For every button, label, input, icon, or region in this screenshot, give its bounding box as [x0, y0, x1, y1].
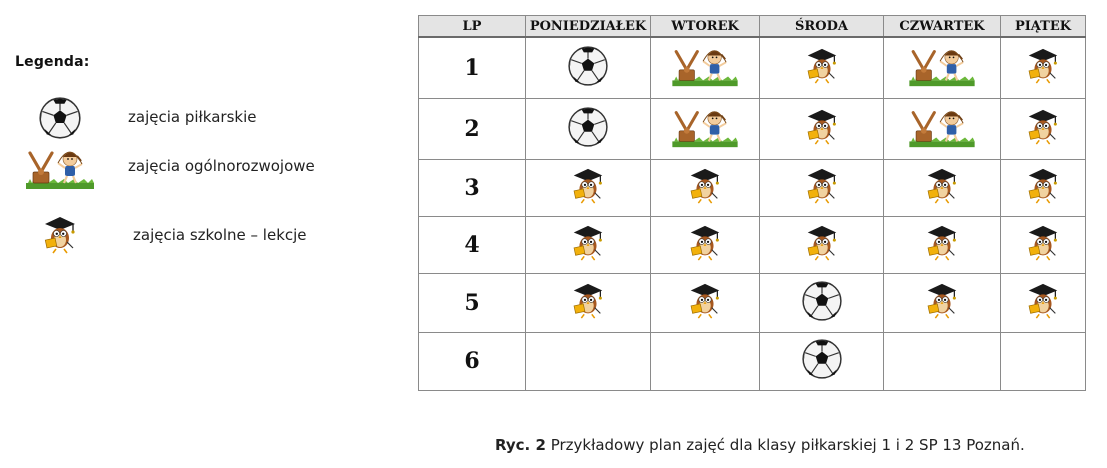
- graduate-owl-icon: [1024, 224, 1062, 262]
- table-cell: [1001, 159, 1086, 216]
- sport-kids-icon: [669, 42, 741, 90]
- table-row: [419, 37, 1086, 98]
- table-cell: [884, 37, 1001, 98]
- table-cell: [1001, 98, 1086, 159]
- sport-kids-icon: [906, 42, 978, 90]
- table-row: [419, 273, 1086, 332]
- table-cell: [884, 273, 1001, 332]
- table-cell: [884, 216, 1001, 273]
- table-cell: [526, 332, 651, 390]
- graduate-owl-icon: [923, 224, 961, 262]
- legend-title: Legenda:: [15, 54, 90, 70]
- graduate-owl-icon: [686, 167, 724, 205]
- table-cell: [884, 159, 1001, 216]
- table-cell: [760, 332, 884, 390]
- table-cell: [651, 273, 760, 332]
- legend-label: zajęcia szkolne – lekcje: [133, 226, 307, 244]
- soccer-ball-icon: [24, 93, 96, 143]
- caption-prefix: Ryc. 2: [495, 436, 546, 454]
- column-header-lp: LP: [419, 16, 526, 38]
- table-cell: [526, 37, 651, 98]
- table-cell: [760, 98, 884, 159]
- table-cell: [884, 332, 1001, 390]
- table-cell: [651, 98, 760, 159]
- soccer-ball-icon: [567, 45, 609, 87]
- column-header-friday: PIĄTEK: [1001, 16, 1086, 38]
- graduate-owl-icon: [1024, 108, 1062, 146]
- table-cell: [651, 216, 760, 273]
- column-header-monday: PONIEDZIAŁEK: [526, 16, 651, 38]
- table-row: [419, 159, 1086, 216]
- legend-label: zajęcia piłkarskie: [128, 108, 257, 126]
- row-number: 1: [419, 37, 526, 98]
- table-cell: [760, 216, 884, 273]
- legend-item-school: [24, 210, 384, 260]
- table-row: [419, 98, 1086, 159]
- sport-kids-icon: [906, 103, 978, 151]
- column-header-thursday: CZWARTEK: [884, 16, 1001, 38]
- figure-caption: [495, 436, 1025, 454]
- graduate-owl-icon: [803, 108, 841, 146]
- table-cell: [651, 332, 760, 390]
- table-cell: [526, 273, 651, 332]
- table-cell: [760, 37, 884, 98]
- table-cell: [651, 37, 760, 98]
- graduate-owl-icon: [803, 224, 841, 262]
- table-cell: [1001, 273, 1086, 332]
- legend: [0, 0, 400, 300]
- sport-kids-icon: [669, 103, 741, 151]
- row-number: 4: [419, 216, 526, 273]
- graduate-owl-icon: [569, 224, 607, 262]
- row-number: 5: [419, 273, 526, 332]
- row-number: 2: [419, 98, 526, 159]
- column-header-tuesday: WTOREK: [651, 16, 760, 38]
- table-cell: [1001, 37, 1086, 98]
- table-cell: [884, 98, 1001, 159]
- graduate-owl-icon: [686, 224, 724, 262]
- column-header-wednesday: ŚRODA: [760, 16, 884, 38]
- table-cell: [760, 159, 884, 216]
- legend-label: zajęcia ogólnorozwojowe: [128, 157, 315, 175]
- legend-item-sport: [24, 143, 384, 193]
- graduate-owl-icon: [686, 282, 724, 320]
- graduate-owl-icon: [24, 210, 96, 260]
- graduate-owl-icon: [1024, 282, 1062, 320]
- sport-kids-icon: [24, 143, 96, 193]
- graduate-owl-icon: [803, 167, 841, 205]
- table-cell: [526, 159, 651, 216]
- legend-item-soccer: [24, 93, 384, 143]
- table-cell: [1001, 216, 1086, 273]
- schedule-body: [419, 37, 1086, 390]
- caption-text: Przykładowy plan zajęć dla klasy piłkarskiej 1 i 2 SP 13 Poznań.: [550, 436, 1025, 454]
- table-cell: [1001, 332, 1086, 390]
- graduate-owl-icon: [1024, 47, 1062, 85]
- table-row: [419, 216, 1086, 273]
- table-cell: [760, 273, 884, 332]
- graduate-owl-icon: [569, 167, 607, 205]
- table-row: [419, 332, 1086, 390]
- soccer-ball-icon: [801, 280, 843, 322]
- soccer-ball-icon: [801, 338, 843, 380]
- table-cell: [526, 98, 651, 159]
- row-number: 3: [419, 159, 526, 216]
- header-row: [419, 16, 1086, 38]
- graduate-owl-icon: [923, 167, 961, 205]
- table-cell: [651, 159, 760, 216]
- soccer-ball-icon: [567, 106, 609, 148]
- schedule-table: [418, 15, 1086, 391]
- graduate-owl-icon: [923, 282, 961, 320]
- table-cell: [526, 216, 651, 273]
- graduate-owl-icon: [569, 282, 607, 320]
- graduate-owl-icon: [1024, 167, 1062, 205]
- row-number: 6: [419, 332, 526, 390]
- graduate-owl-icon: [803, 47, 841, 85]
